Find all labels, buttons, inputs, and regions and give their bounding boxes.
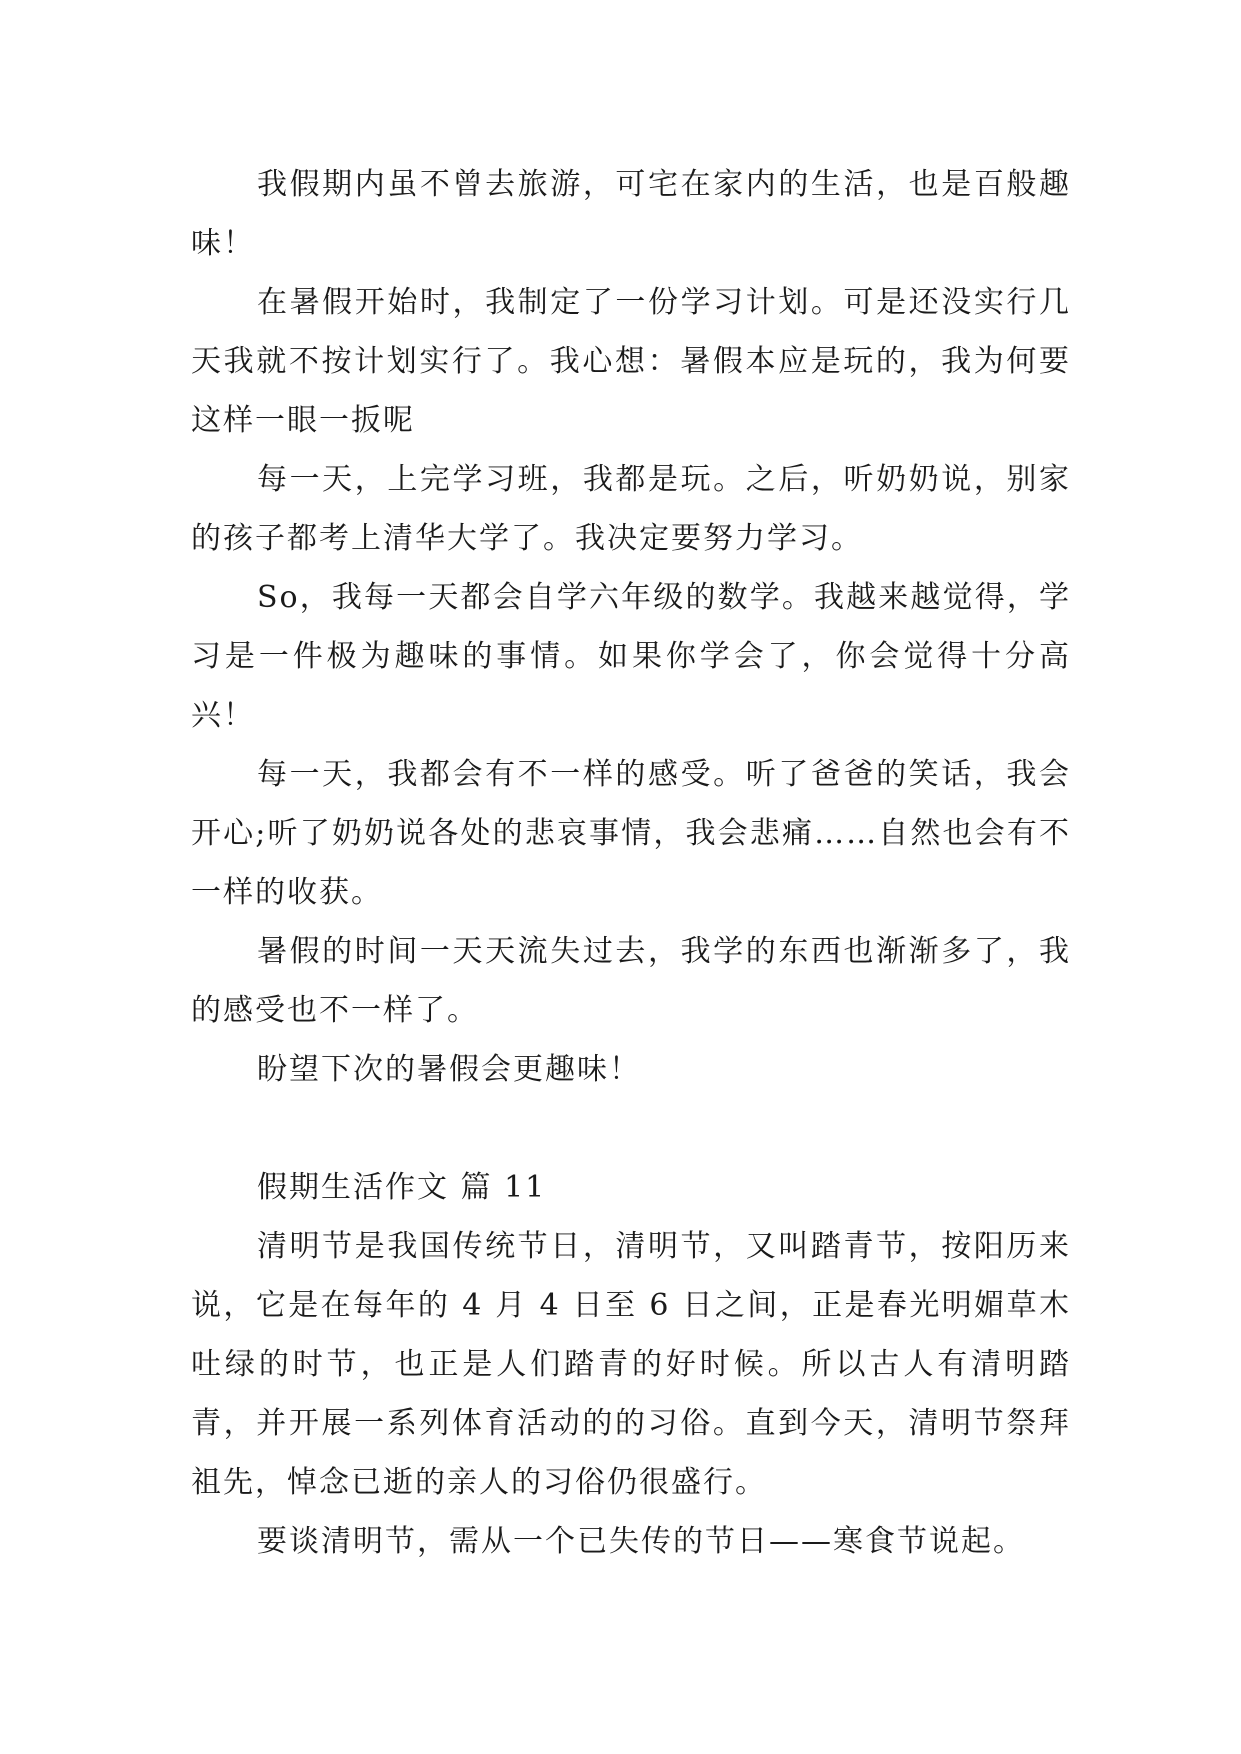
paragraph: 每一天，我都会有不一样的感受。听了爸爸的笑话，我会开心;听了奶奶说各处的悲哀事情，我会悲痛……自然也会有不一样的收获。 (191, 757, 1071, 910)
document-body (191, 155, 1071, 1571)
paragraph: 要谈清明节，需从一个已失传的节日——寒食节说起。 (257, 1524, 1025, 1559)
paragraph: 盼望下次的暑假会更趣味！ (257, 1052, 641, 1087)
paragraph: 暑假的时间一天天流失过去，我学的东西也渐渐多了，我的感受也不一样了。 (191, 934, 1071, 1028)
section-heading: 假期生活作文 篇 11 (257, 1170, 547, 1205)
paragraph: So，我每一天都会自学六年级的数学。我越来越觉得，学习是一件极为趣味的事情。如果你学会了，你会觉得十分高兴！ (191, 580, 1071, 733)
paragraph: 在暑假开始时，我制定了一份学习计划。可是还没实行几天我就不按计划实行了。我心想：暑假本应是玩的，我为何要这样一眼一扳呢 (191, 285, 1071, 438)
paragraph: 每一天，上完学习班，我都是玩。之后，听奶奶说，别家的孩子都考上清华大学了。我决定要努力学习。 (191, 462, 1071, 556)
section-spacer (191, 1099, 1071, 1158)
paragraph: 清明节是我国传统节日，清明节，又叫踏青节，按阳历来说，它是在每年的 4 月 4 日至 6 日之间，正是春光明媚草木吐绿的时节，也正是人们踏青的好时候。所以古人有清明踏青，并开展一系列体育活动的的习俗。直到今天，清明节祭拜祖先，悼念已逝的亲人的习俗仍很盛行。 (191, 1229, 1071, 1500)
paragraph: 我假期内虽不曾去旅游，可宅在家内的生活，也是百般趣味！ (191, 167, 1071, 261)
